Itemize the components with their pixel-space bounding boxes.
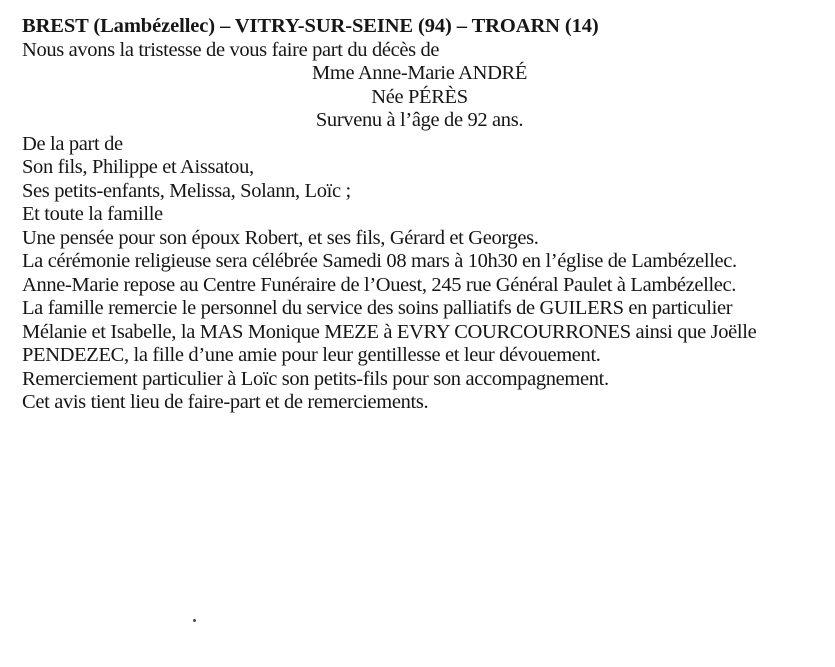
tribute-line: Une pensée pour son époux Robert, et ses fils, Gérard et Georges. xyxy=(22,226,539,249)
scan-speck-artifact xyxy=(193,619,196,622)
thanks-block xyxy=(22,297,817,368)
special-thanks-line: Remerciement particulier à Loïc son petits-fils pour son accompagnement. xyxy=(22,367,609,390)
family-line-1: De la part de xyxy=(22,132,123,155)
family-block xyxy=(22,133,817,227)
thanks-line-1: La famille remercie le personnel du service des soins palliatifs de GUILERS en particulier xyxy=(22,297,733,319)
closing-line: Cet avis tient lieu de faire-part et de remerciements. xyxy=(22,391,429,413)
family-line-4: Et toute la famille xyxy=(22,203,163,225)
deceased-age: Survenu à l’âge de 92 ans. xyxy=(315,109,524,131)
deceased-block xyxy=(22,62,817,133)
deceased-maiden-name: Née PÉRÈS xyxy=(371,85,468,108)
intro-line: Nous avons la tristesse de vous faire part du décès de xyxy=(22,38,440,61)
thanks-line-2: Mélanie et Isabelle, la MAS Monique MEZE à EVRY COURCOURRONES ainsi que Joëlle xyxy=(22,320,757,343)
ceremony-line: La cérémonie religieuse sera célébrée Samedi 08 mars à 10h30 en l’église de Lambézellec. xyxy=(22,250,737,272)
family-line-3: Ses petits-enfants, Melissa, Solann, Loïc ; xyxy=(22,179,351,202)
repose-line: Anne-Marie repose au Centre Funéraire de l’Ouest, 245 rue Général Paulet à Lambézellec. xyxy=(22,273,737,296)
thanks-line-3: PENDEZEC, la fille d’une amie pour leur gentillesse et leur dévouement. xyxy=(22,344,601,366)
family-line-2: Son fils, Philippe et Aissatou, xyxy=(22,156,254,178)
cities-header: BREST (Lambézellec) – VITRY-SUR-SEINE (94) – TROARN (14) xyxy=(22,15,599,37)
deceased-name: Mme Anne-Marie ANDRÉ xyxy=(311,62,528,84)
